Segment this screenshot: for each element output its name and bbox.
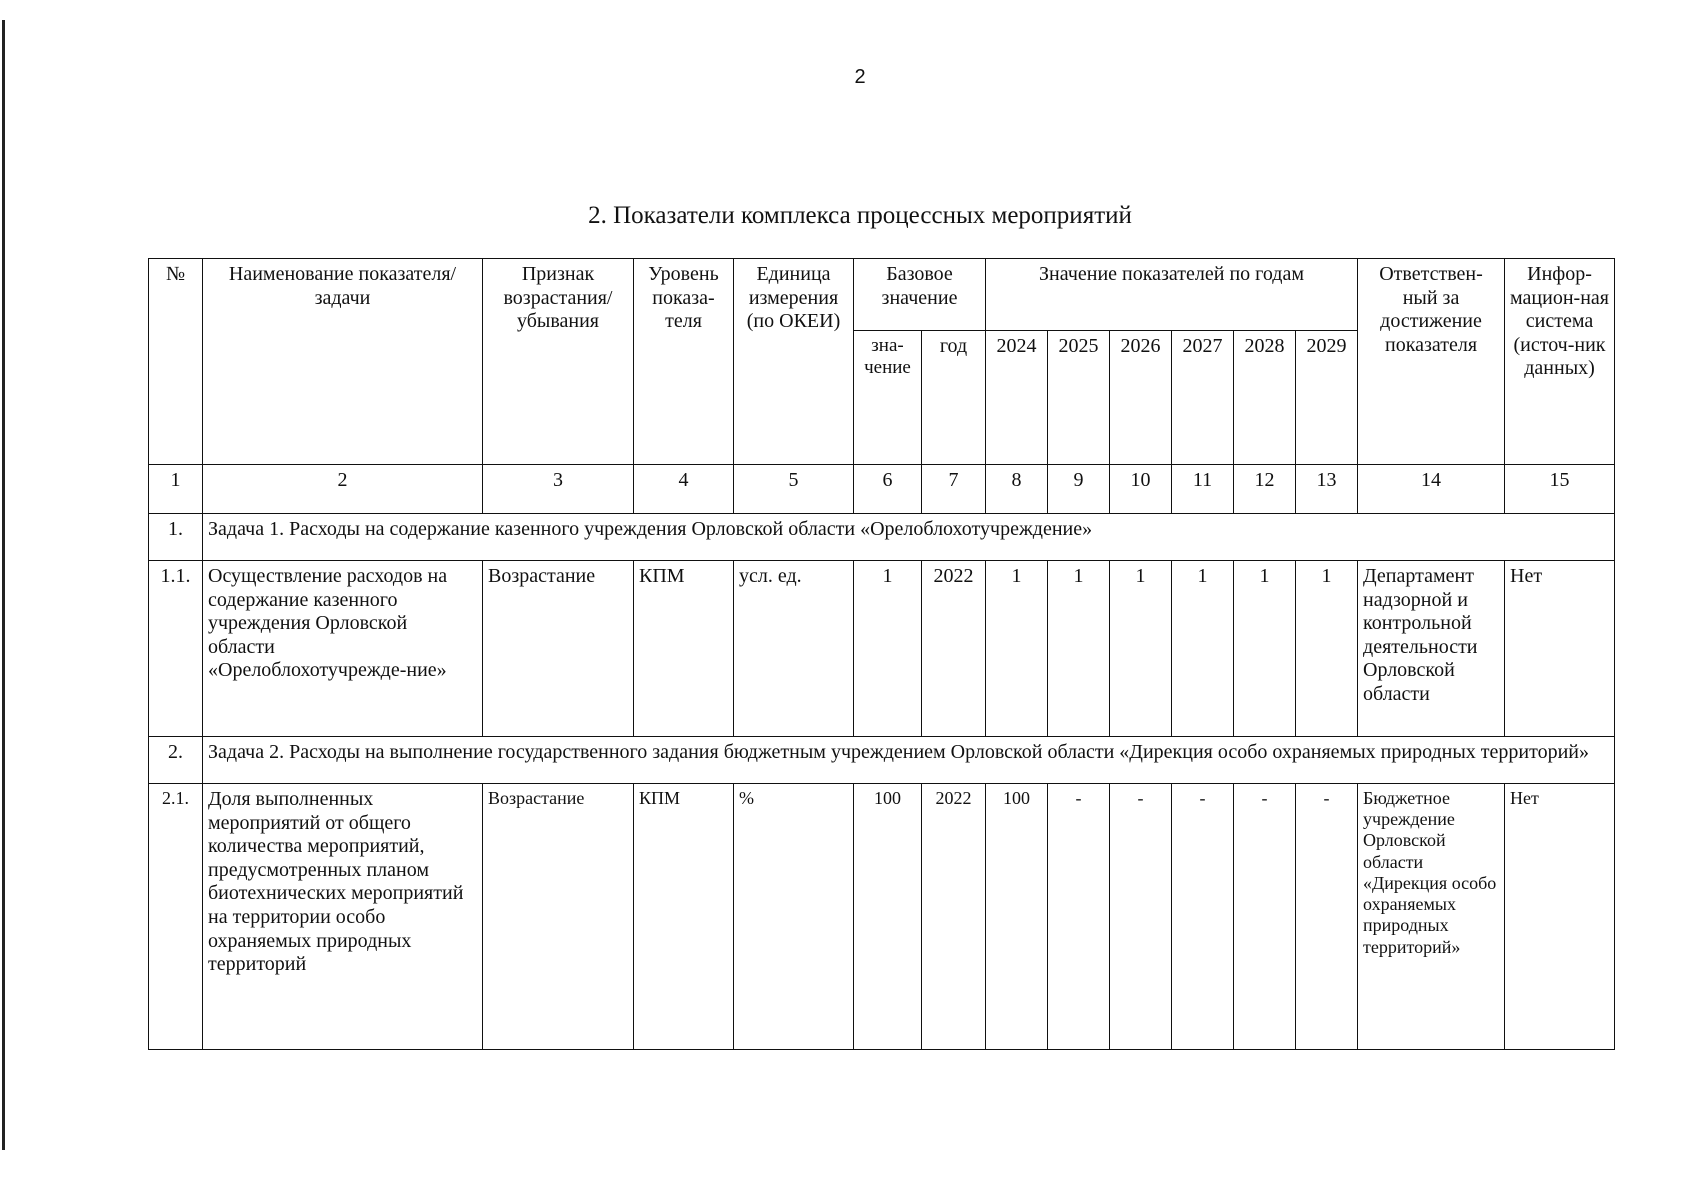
indicator-value-2028: 1 — [1234, 561, 1296, 737]
indicator-number: 2.1. — [149, 784, 203, 1050]
indicator-name: Доля выполненных мероприятий от общего количества мероприятий, предусмотренных планом биотехнических мероприятий на территории особо охраняемых природных территорий — [203, 784, 483, 1050]
header-info-system: Инфор-мацион-ная система (источ-ник данных) — [1505, 259, 1615, 465]
header-year-2027: 2027 — [1172, 331, 1234, 465]
column-number: 15 — [1505, 465, 1615, 514]
indicator-responsible: Департамент надзорной и контрольной деятельности Орловской области — [1358, 561, 1505, 737]
header-base-value: зна-чение — [854, 331, 922, 465]
header-year-2025: 2025 — [1048, 331, 1110, 465]
indicator-row — [149, 561, 1615, 737]
header-sign: Признак возрастания/ убывания — [483, 259, 634, 465]
indicator-value-2028: - — [1234, 784, 1296, 1050]
header-num: № — [149, 259, 203, 465]
indicator-value-2027: 1 — [1172, 561, 1234, 737]
indicator-base-value: 100 — [854, 784, 922, 1050]
indicator-row — [149, 784, 1615, 1050]
indicator-level: КПМ — [634, 561, 734, 737]
section-title: 2. Показатели комплекса процессных мероприятий — [588, 202, 1132, 229]
task-title: Задача 1. Расходы на содержание казенного учреждения Орловской области «Орелоблохотучреждение» — [203, 514, 1615, 561]
scan-edge-line — [2, 20, 5, 1150]
indicator-info-system: Нет — [1505, 561, 1615, 737]
column-number: 6 — [854, 465, 922, 514]
header-base-year: год — [922, 331, 986, 465]
indicator-sign: Возрастание — [483, 784, 634, 1050]
indicator-info-system: Нет — [1505, 784, 1615, 1050]
header-name: Наименование показателя/задачи — [203, 259, 483, 465]
column-number: 2 — [203, 465, 483, 514]
header-years-group: Значение показателей по годам — [986, 259, 1358, 331]
indicator-base-value: 1 — [854, 561, 922, 737]
task-number: 2. — [149, 737, 203, 784]
task-row — [149, 737, 1615, 784]
indicator-unit: % — [734, 784, 854, 1050]
column-number: 9 — [1048, 465, 1110, 514]
indicator-value-2026: - — [1110, 784, 1172, 1050]
header-unit: Единица измерения (по ОКЕИ) — [734, 259, 854, 465]
header-year-2024: 2024 — [986, 331, 1048, 465]
column-number: 5 — [734, 465, 854, 514]
indicator-level: КПМ — [634, 784, 734, 1050]
indicator-base-year: 2022 — [922, 784, 986, 1050]
column-numbers-row — [149, 465, 1615, 514]
column-number: 8 — [986, 465, 1048, 514]
indicator-value-2027: - — [1172, 784, 1234, 1050]
column-number: 13 — [1296, 465, 1358, 514]
indicator-value-2025: 1 — [1048, 561, 1110, 737]
header-responsible: Ответствен-ный за достижение показателя — [1358, 259, 1505, 465]
indicator-base-year: 2022 — [922, 561, 986, 737]
indicator-unit: усл. ед. — [734, 561, 854, 737]
task-title: Задача 2. Расходы на выполнение государственного задания бюджетным учреждением Орловской области «Дирекция особо охраняемых природных территорий» — [203, 737, 1615, 784]
indicator-name: Осуществление расходов на содержание казенного учреждения Орловской области «Орелоблохотучрежде-ние» — [203, 561, 483, 737]
indicator-sign: Возрастание — [483, 561, 634, 737]
column-number: 12 — [1234, 465, 1296, 514]
header-base: Базовое значение — [854, 259, 986, 331]
header-year-2028: 2028 — [1234, 331, 1296, 465]
column-number: 1 — [149, 465, 203, 514]
indicator-value-2024: 100 — [986, 784, 1048, 1050]
indicator-value-2029: 1 — [1296, 561, 1358, 737]
indicator-value-2029: - — [1296, 784, 1358, 1050]
indicator-value-2024: 1 — [986, 561, 1048, 737]
page-number: 2 — [854, 66, 866, 88]
column-number: 14 — [1358, 465, 1505, 514]
indicator-number: 1.1. — [149, 561, 203, 737]
header-year-2026: 2026 — [1110, 331, 1172, 465]
indicators-table — [148, 258, 1615, 1050]
indicator-value-2025: - — [1048, 784, 1110, 1050]
column-number: 3 — [483, 465, 634, 514]
column-number: 11 — [1172, 465, 1234, 514]
task-row — [149, 514, 1615, 561]
header-year-2029: 2029 — [1296, 331, 1358, 465]
task-number: 1. — [149, 514, 203, 561]
indicator-value-2026: 1 — [1110, 561, 1172, 737]
column-number: 4 — [634, 465, 734, 514]
header-level: Уровень показа-теля — [634, 259, 734, 465]
column-number: 10 — [1110, 465, 1172, 514]
indicator-responsible: Бюджетное учреждение Орловской области «Дирекция особо охраняемых природных территорий» — [1358, 784, 1505, 1050]
column-number: 7 — [922, 465, 986, 514]
